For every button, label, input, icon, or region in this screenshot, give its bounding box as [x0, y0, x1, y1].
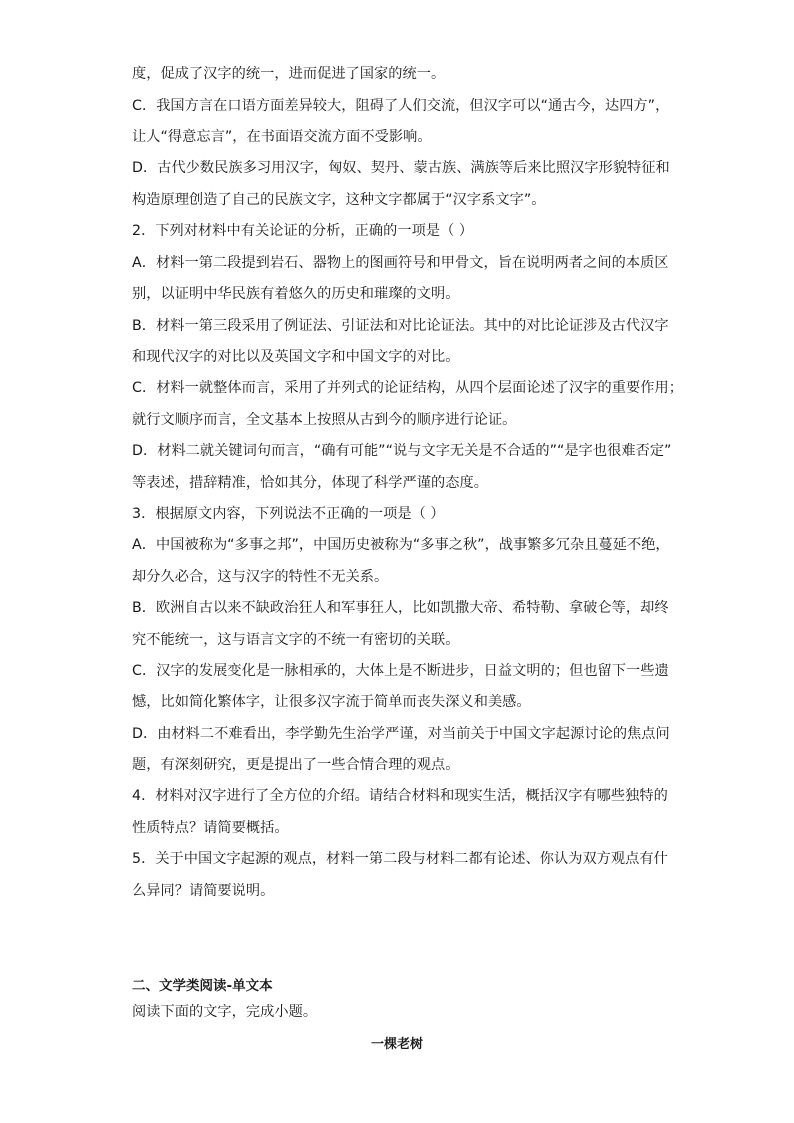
text-line: B．材料一第三段采用了例证法、引证法和对比论证法。其中的对比论证涉及古代汉字 [132, 318, 669, 334]
text-line: 别，以证明中华民族有着悠久的历史和璀璨的文明。 [132, 286, 460, 302]
question-5: 5．关于中国文字起源的观点，材料一第二段与材料二都有论述、你认为双方观点有什 [132, 851, 668, 867]
text-line: 等表述，措辞精准，恰如其分，体现了科学严谨的态度。 [132, 475, 488, 491]
text-line: 就行文顺序而言，全文基本上按照从古到今的顺序进行论证。 [132, 412, 517, 428]
text-line: A．材料一第二段提到岩石、器物上的图画符号和甲骨文，旨在说明两者之间的本质区 [132, 255, 669, 271]
text-line: 性质特点？请简要概括。 [132, 820, 289, 836]
text-line: D．由材料二不难看出，李学勤先生治学严谨，对当前关于中国文字起源讨论的焦点问 [132, 726, 670, 742]
question-3: 3．根据原文内容，下列说法不正确的一项是（ ） [132, 506, 445, 522]
story-title: 一棵老树 [370, 1037, 423, 1052]
question-4: 4．材料对汉字进行了全方位的介绍。请结合材料和现实生活，概括汉字有哪些独特的 [132, 788, 668, 804]
text-line: 么异同？请简要说明。 [132, 883, 275, 899]
section-instruction: 阅读下面的文字，完成小题。 [132, 1004, 318, 1020]
text-line: 让人“得意忘言”，在书面语交流方面不受影响。 [132, 129, 432, 145]
text-line: A．中国被称为“多事之邦”，中国历史被称为“多事之秋”，战事繁多冗杂且蔓延不绝， [132, 537, 670, 553]
question-2: 2．下列对材料中有关论证的分析，正确的一项是（ ） [132, 223, 474, 239]
text-line: 和现代汉字的对比以及英国文字和中国文字的对比。 [132, 349, 460, 365]
text-line: 究不能统一，这与语言文字的不统一有密切的关联。 [132, 632, 460, 648]
text-line: C．汉字的发展变化是一脉相承的，大体上是不断进步，日益文明的；但也留下一些遗 [132, 663, 669, 679]
text-line: D．古代少数民族多习用汉字，匈奴、契丹、蒙古族、满族等后来比照汉字形貌特征和 [132, 160, 670, 176]
text-line: C．我国方言在口语方面差异较大，阻碍了人们交流，但汉字可以“通古今，达四方”， [132, 98, 670, 114]
text-line: 却分久必合，这与汉字的特性不无关系。 [132, 569, 389, 585]
text-line: 构造原理创造了自己的民族文字，这种文字都属于“汉字系文字”。 [132, 192, 546, 208]
text-line: C．材料一就整体而言，采用了并列式的论证结构，从四个层面论述了汉字的重要作用； [132, 380, 683, 396]
text-line: 题，有深刻研究，更是提出了一些合情合理的观点。 [132, 757, 460, 773]
text-line: B．欧洲自古以来不缺政治狂人和军事狂人，比如凯撒大帝、希特勒、拿破仑等，却终 [132, 600, 669, 616]
text-line: 憾，比如简化繁体字，让很多汉字流于简单而丧失深义和美感。 [132, 694, 531, 710]
text-line: D．材料二就关键词句而言，“确有可能”“说与文字无关是不合适的”“是字也很难否定” [132, 443, 672, 459]
section-heading: 二、文学类阅读-单文本 [132, 978, 273, 994]
text-line: 度，促成了汉字的统一，进而促进了国家的统一。 [132, 66, 446, 82]
